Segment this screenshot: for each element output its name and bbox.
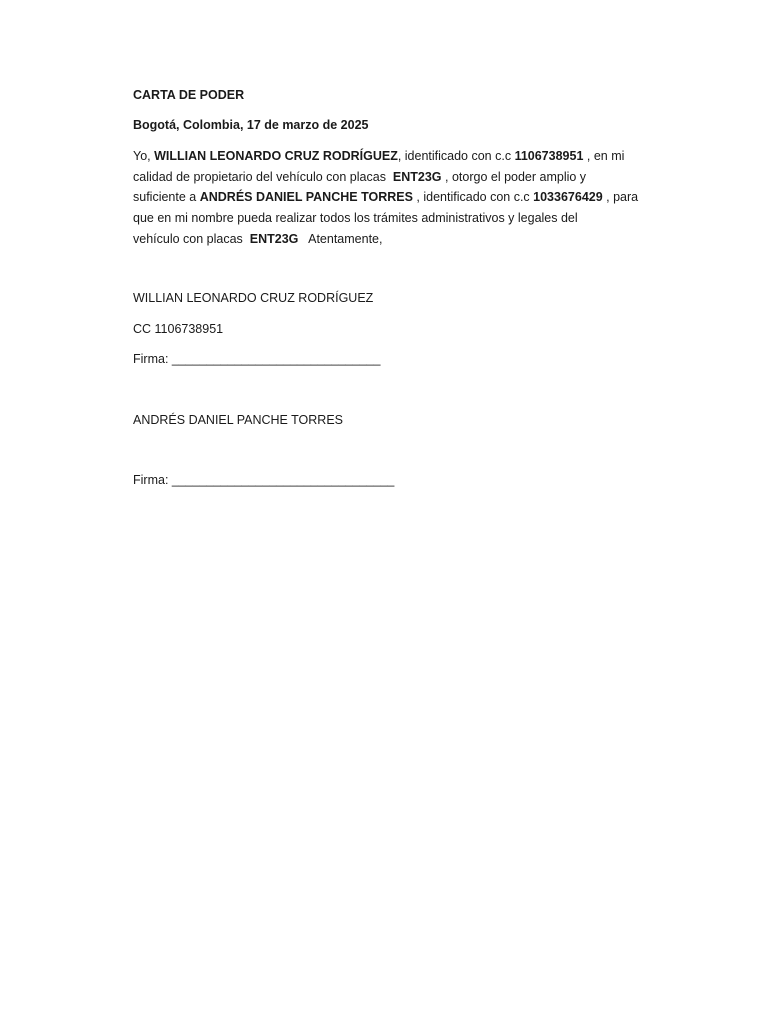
grantor-id-bold: 1106738951 — [514, 149, 584, 163]
body-paragraph — [133, 146, 639, 250]
grantor-cc: CC 1106738951 — [133, 322, 224, 336]
grantee-name-bold: ANDRÉS DANIEL PANCHE TORRES — [199, 190, 413, 205]
body-line-1: Yo, WILLIAN LEONARDO CRUZ RODRÍGUEZ, identificado con c.c 1106738951 , en mi — [133, 149, 625, 163]
grantee-signature-line: Firma: ________________________________ — [133, 473, 395, 487]
body-line-2: calidad de propietario del vehículo con placas ENT23G , otorgo el poder amplio y — [133, 169, 587, 184]
plate-bold: ENT23G — [249, 231, 299, 246]
place-and-date: Bogotá, Colombia, 17 de marzo de 2025 — [133, 118, 369, 132]
grantee-signature-name: ANDRÉS DANIEL PANCHE TORRES — [133, 413, 344, 427]
grantor-signature-line: Firma: ______________________________ — [133, 352, 381, 366]
body-line-5: vehículo con placas ENT23G Atentamente, — [133, 231, 383, 246]
body-line-3: suficiente a ANDRÉS DANIEL PANCHE TORRES , identificado con c.c 1033676429 , para — [133, 190, 639, 205]
document-title: CARTA DE PODER — [133, 88, 245, 102]
body-line-4: que en mi nombre pueda realizar todos los trámites administrativos y legales del — [133, 211, 578, 226]
grantee-id-bold: 1033676429 — [533, 190, 603, 205]
plate-bold: ENT23G — [392, 169, 442, 184]
grantor-name-bold: WILLIAN LEONARDO CRUZ RODRÍGUEZ — [154, 149, 398, 163]
grantor-signature-name: WILLIAN LEONARDO CRUZ RODRÍGUEZ — [133, 291, 374, 305]
